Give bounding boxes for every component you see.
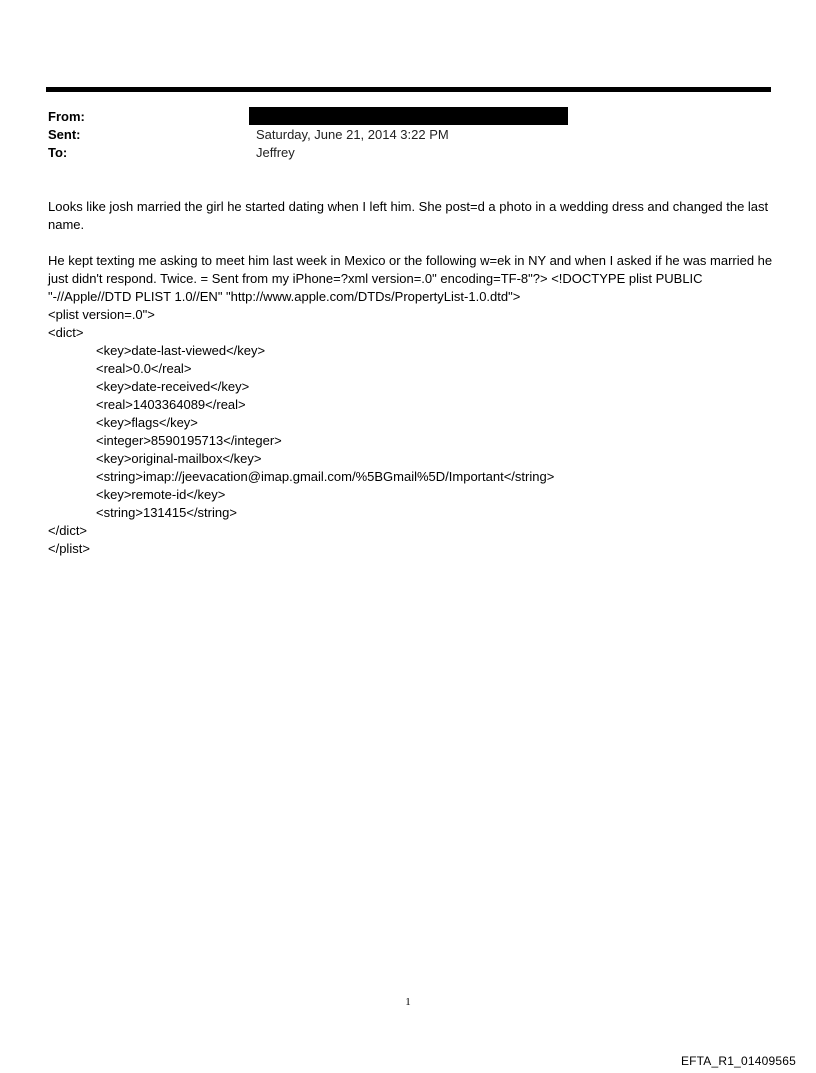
from-row	[48, 108, 768, 126]
body-paragraph-2: He kept texting me asking to meet him last week in Mexico or the following w=ek in NY and when I asked if he was married he just didn't respond. Twice. = Sent from my iPhone=?xml version=.0" encoding=TF-8"?> <!DOCTYPE plist PUBLIC "-//Apple//DTD PLIST 1.0//EN" "http://www.apple.com/DTDs/PropertyList-1.0.dtd">	[48, 253, 773, 304]
xml-line: <key>remote-id</key>	[96, 487, 226, 502]
xml-line: <string>imap://jeevacation@imap.gmail.com/%5BGmail%5D/Important</string>	[96, 469, 555, 484]
from-label: From:	[48, 109, 85, 124]
xml-line: <real>0.0</real>	[96, 361, 192, 376]
to-value: Jeffrey	[256, 145, 295, 160]
sent-label: Sent:	[48, 127, 81, 142]
xml-line: <key>date-received</key>	[96, 379, 250, 394]
xml-line: <integer>8590195713</integer>	[96, 433, 282, 448]
xml-line: </dict>	[48, 523, 88, 538]
xml-line: <key>original-mailbox</key>	[96, 451, 262, 466]
xml-line: <real>1403364089</real>	[96, 397, 246, 412]
from-redaction-bar	[249, 107, 568, 125]
email-header	[48, 108, 768, 162]
xml-line: <string>131415</string>	[96, 505, 237, 520]
xml-line: <plist version=.0">	[48, 307, 155, 322]
xml-line: <dict>	[48, 325, 84, 340]
plist-xml-block	[48, 306, 773, 558]
email-body	[48, 198, 773, 558]
page-number: 1	[405, 996, 411, 1008]
header-divider	[46, 87, 771, 92]
sent-value: Saturday, June 21, 2014 3:22 PM	[256, 127, 449, 142]
sent-row	[48, 126, 768, 144]
document-id: EFTA_R1_01409565	[680, 1054, 796, 1068]
xml-line: <key>flags</key>	[96, 415, 198, 430]
xml-line: </plist>	[48, 541, 90, 556]
xml-line: <key>date-last-viewed</key>	[96, 343, 266, 358]
body-paragraph-1: Looks like josh married the girl he started dating when I left him. She post=d a photo in a wedding dress and changed the last name.	[48, 199, 769, 232]
to-label: To:	[48, 145, 68, 160]
to-row	[48, 144, 768, 162]
